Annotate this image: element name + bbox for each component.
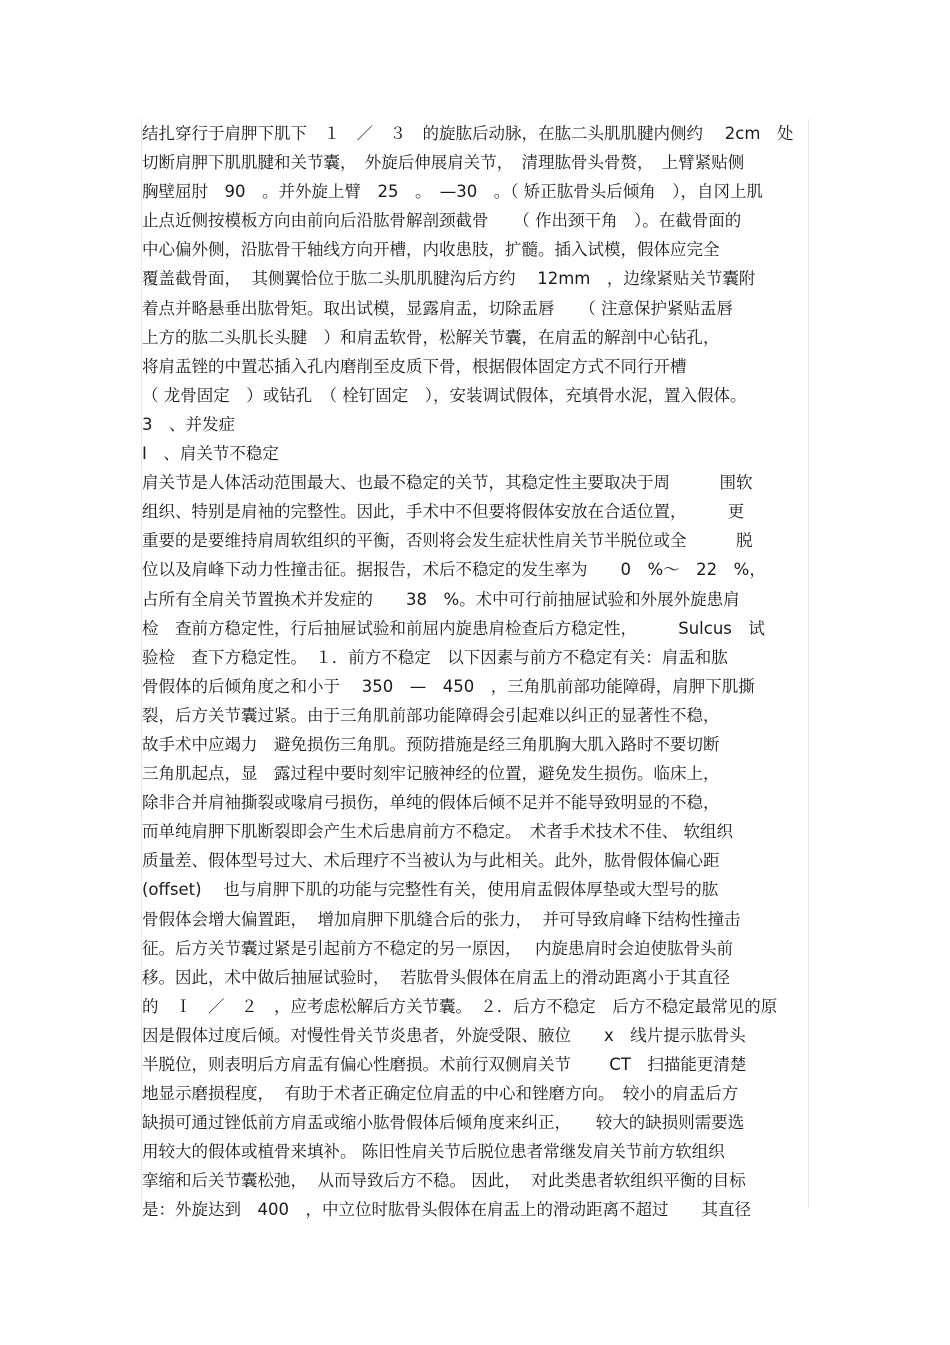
text-line: 挛缩和后关节囊松弛， 从而导致后方不稳。 因此， 对此类患者软组织平衡的目标	[142, 1171, 746, 1191]
text-line: 半脱位，则表明后方肩盂有偏心性磨损。术前行双侧肩关节 CT 扫描能更清楚	[142, 1055, 747, 1074]
text-line: 着点并略悬垂出肱骨矩。取出试模，显露肩盂，切除盂唇 （ 注意保护紧贴盂唇	[142, 298, 733, 318]
text-line: 止点近侧按模板方向由前向后沿肱骨解剖颈截骨 （ 作出颈干角 ）。在截骨面的	[142, 211, 742, 231]
text-line: 骨假体会增大偏置距， 增加肩胛下肌缝合后的张力， 并可导致肩峰下结构性撞击	[142, 909, 741, 929]
text-line: 重要的是要维持肩周软组织的平衡，否则将会发生症状性肩关节半脱位或全 脱	[142, 531, 753, 551]
text-line: 用较大的假体或植骨来填补。 陈旧性肩关节后脱位患者常继发肩关节前方软组织	[142, 1142, 725, 1162]
text-line: 征。后方关节囊过紧是引起前方不稳定的另一原因， 内旋患肩时会迫使肱骨头前	[142, 938, 733, 958]
text-line: 占所有全肩关节置换术并发症的 38 %。术中可行前抽屉试验和外展外旋患肩	[142, 589, 740, 609]
text-line: 移。因此，术中做后抽屉试验时， 若肱骨头假体在肩盂上的滑动距离小于其直径	[142, 967, 730, 987]
text-line: 故手术中应竭力 避免损伤三角肌。预防措施是经三角肌胸大肌入路时不要切断	[142, 734, 720, 754]
text-line: 位以及肩峰下动力性撞击征。据报告，术后不稳定的发生率为 0 %～ 22 %，	[142, 560, 766, 580]
text-line: Ⅰ 、肩关节不稳定	[142, 444, 279, 464]
text-line: 地显示磨损程度， 有助于术者正确定位肩盂的中心和锉磨方向。 较小的肩盂后方	[142, 1084, 739, 1104]
text-line: (offset) 也与肩胛下肌的功能与完整性有关，使用肩盂假体厚垫或大型号的肱	[142, 880, 719, 900]
text-line: 缺损可通过锉低前方肩盂或缩小肱骨假体后倾角度来纠正， 较大的缺损则需要选	[142, 1113, 745, 1133]
text-line: 的 Ｉ ／ ２ ，应考虑松解后方关节囊。 ２．后方不稳定 后方不稳定最常见的原	[142, 996, 778, 1016]
text-line: 骨假体的后倾角度之和小于 350 — 450 ，三角肌前部功能障碍，肩胛下肌撕	[142, 676, 755, 696]
text-line: （ 龙骨固定 ）或钻孔 （ 栓钉固定 ），安装调试假体，充填骨水泥，置入假体。	[142, 385, 747, 405]
text-line: 将肩盂锉的中置芯插入孔内磨削至皮质下骨，根据假体固定方式不同行开槽	[142, 356, 687, 376]
text-line: 验检 查下方稳定性。 １．前方不稳定 以下因素与前方不稳定有关：肩盂和肱	[142, 647, 728, 667]
text-line: 因是假体过度后倾。对慢性骨关节炎患者，外旋受限、腋位 x 线片提示肱骨头	[142, 1025, 746, 1045]
text-line: 组织、特别是肩袖的完整性。因此，手术中不但要将假体安放在合适位置， 更	[142, 502, 745, 522]
text-line: 三角肌起点，显 露过程中要时刻牢记腋神经的位置，避免发生损伤。临床上，	[142, 764, 720, 784]
text-line: 是：外旋达到 400 ，中立位时肱骨头假体在肩盂上的滑动距离不超过 其直径	[142, 1200, 751, 1220]
text-line: 除非合并肩袖撕裂或喙肩弓损伤，单纯的假体后倾不足并不能导致明显的不稳，	[142, 793, 720, 813]
text-line: 上方的肱二头肌长头腱 ）和肩盂软骨，松解关节囊，在肩盂的解剖中心钻孔，	[142, 327, 720, 347]
text-line: 裂，后方关节囊过紧。由于三角肌前部功能障碍会引起难以纠正的显著性不稳，	[142, 705, 720, 725]
text-line: 质量差、假体型号过大、术后理疗不当被认为与此相关。此外，肱骨假体偏心距	[142, 851, 720, 871]
text-line: 检 查前方稳定性，行后抽屉试验和前屈内旋患肩检查后方稳定性， Sulcus 试	[142, 618, 765, 638]
text-line: 覆盖截骨面， 其侧翼恰位于肱二头肌肌腱沟后方约 12mm ，边缘紧贴关节囊附	[142, 269, 756, 289]
text-line: 肩关节是人体活动范围最大、也最不稳定的关节，其稳定性主要取决于周 围软	[142, 473, 753, 493]
text-line: 切断肩胛下肌肌腱和关节囊， 外旋后伸展肩关节， 清理肱骨头骨赘， 上臂紧贴侧	[142, 153, 745, 173]
text-line: 中心偏外侧，沿肱骨干轴线方向开槽，内收患肢，扩髓。插入试模，假体应完全	[142, 240, 720, 260]
text-line: 结扎穿行于肩胛下肌下 １ ／ ３ 的旋肱后动脉，在肱二头肌肌腱内侧约 2cm 处	[142, 124, 794, 143]
text-line: 胸壁屈肘 90 。并外旋上臂 25 。 —30 。（ 矫正肱骨头后倾角 ），自冈上肌	[142, 182, 763, 202]
body-text	[142, 119, 808, 1225]
text-line: 3 、并发症	[142, 414, 235, 434]
right-margin-rule	[808, 119, 809, 1208]
text-line: 而单纯肩胛下肌断裂即会产生术后患肩前方不稳定。 术者手术技术不佳、 软组织	[142, 822, 733, 842]
